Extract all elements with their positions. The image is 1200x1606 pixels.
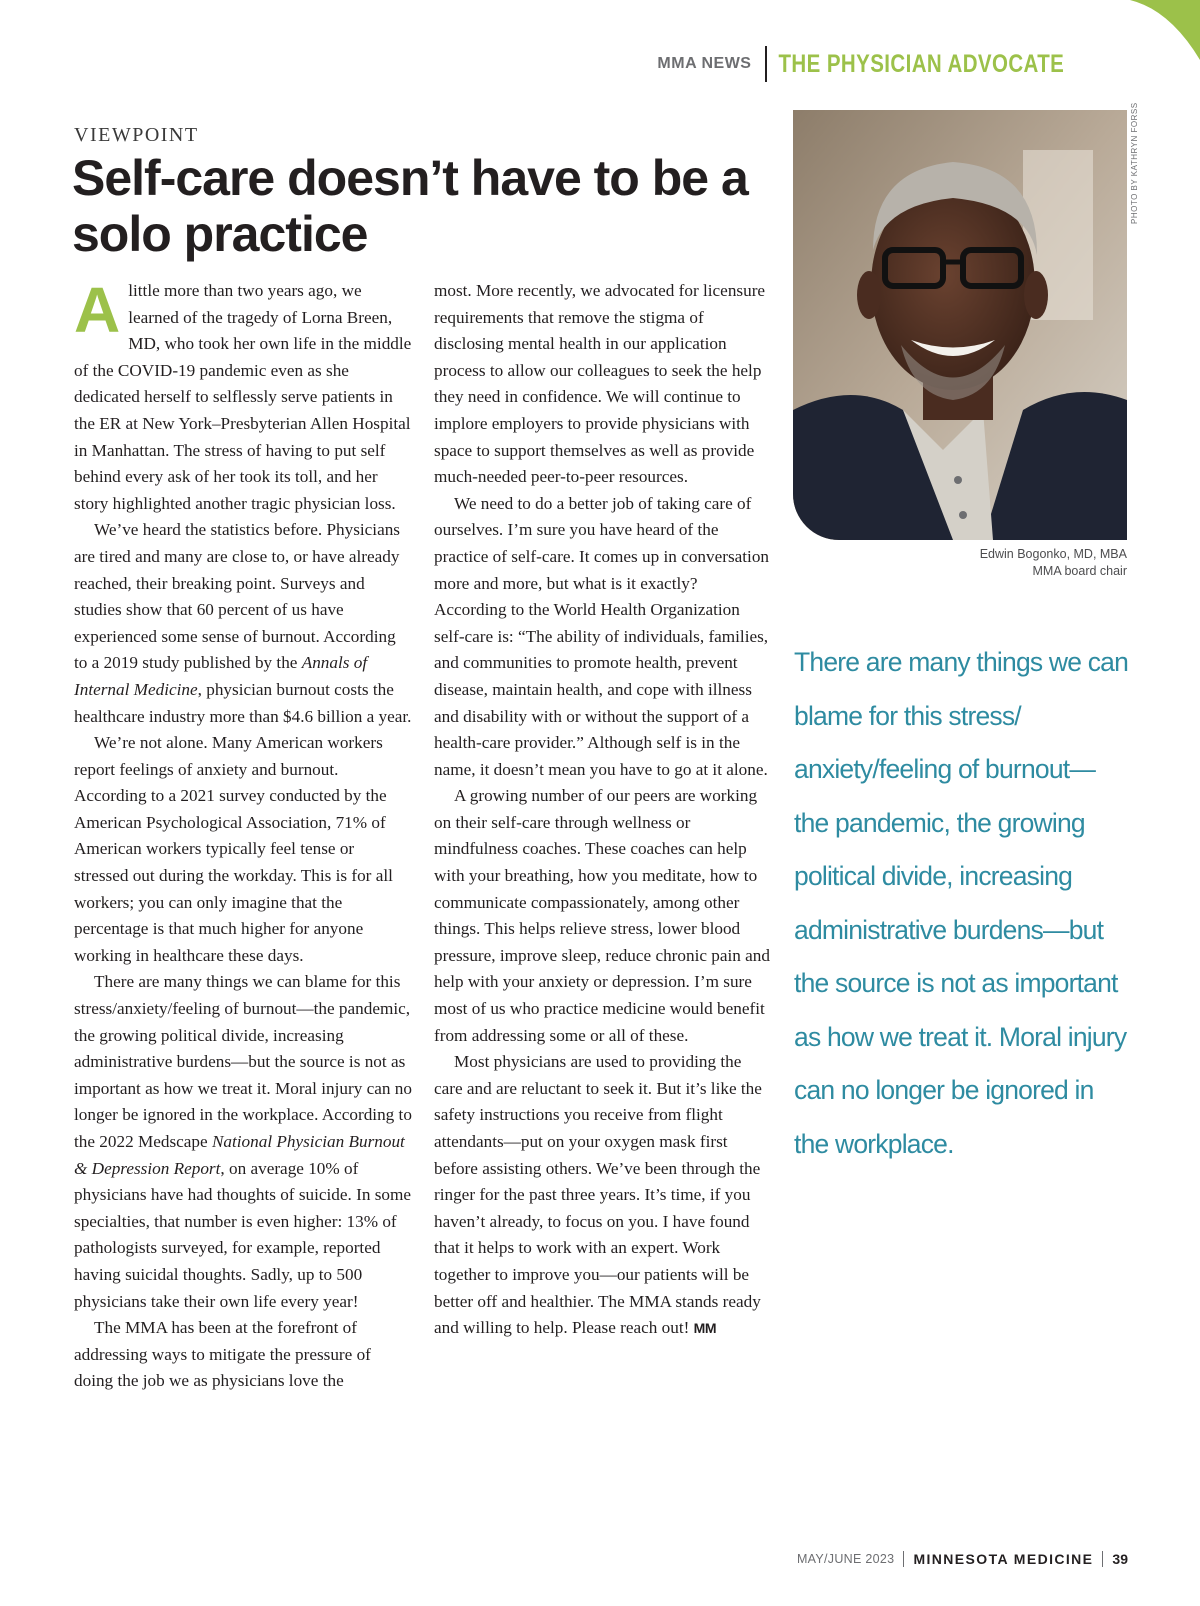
caption-name: Edwin Bogonko, MD, MBA xyxy=(979,547,1127,561)
article-kicker: VIEWPOINT xyxy=(74,124,199,146)
paragraph-text: , physician burnout costs the healthcare industry more than $4.6 billion a year. xyxy=(74,679,412,726)
pull-quote: There are many things we can blame for this stress/ anxiety/feeling of burnout— the pandemic, the growing political divide, increasing administrative burdens—but the source is not as important as how we treat it. Moral injury can no longer be ignored in the workplace. xyxy=(794,647,1129,1159)
journal-title: Annals of Internal Medicine xyxy=(74,653,368,699)
portrait-illustration xyxy=(793,110,1127,540)
paragraph: We’re not alone. Many American workers report feelings of anxiety and burnout. According to a 2021 survey conducted by the American Psychological Association, 71% of American workers typically feel tense or stressed out during the workday. This is for all workers; you can only imagine that the percentage is that much higher for anyone working in healthcare these days. xyxy=(74,733,393,965)
section-label: MMA NEWS xyxy=(657,55,752,72)
report-title: National Physician Burnout & Depression Report xyxy=(74,1132,405,1178)
paragraph: most. More recently, we advocated for licensure requirements that remove the stigma of disclosing mental health in our application process to allow our colleagues to seek the help they need in confidence. We will continue to implore employers to provide physicians with space to support themselves as well as provide much-needed peer-to-peer resources. xyxy=(434,281,766,487)
page-header xyxy=(657,44,1130,84)
paragraph: We need to do a better job of taking care of ourselves. I’m sure you have heard of the practice of self-care. It comes up in conversation more and more, but what is it exactly? According to the World Health Organization self-care is: “The ability of individuals, families, and communities to promote health, prevent disease, maintain health, and cope with illness and disability with or without the support of a health-care provider.” Although self is in the name, it doesn’t mean you have to go at it alone. xyxy=(434,493,770,779)
paragraph-text: , on average 10% of physicians have had thoughts of suicide. In some specialties, that number is even higher: 13% of pathologists surveyed, for example, reported having suicidal thoughts. Sadly, up to 500 physicians take their own life every year! xyxy=(74,1158,412,1311)
paragraph xyxy=(74,969,412,1315)
paragraph-text: Most physicians are used to providing the care and are reluctant to seek it. But it’s like the safety instructions you receive from flight attendants—put on your oxygen mask first before assisting others. We’ve been through the ringer for the past three years. It’s time, if you haven’t already, to focus on you. I have found that it helps to work with an expert. Work together to improve you—our patients will be better off and healthier. The MMA stands ready and willing to help. Please reach out! xyxy=(434,1052,762,1338)
paragraph xyxy=(434,1049,772,1342)
magazine-name: MINNESOTA MEDICINE xyxy=(913,1551,1094,1567)
caption-title: MMA board chair xyxy=(1032,564,1127,578)
paragraph-text: little more than two years ago, we learned of the tragedy of Lorna Breen, MD, who took her own life in the middle of the COVID-19 pandemic even as she dedicated herself to selflessly serve patients in the ER at New York–Presbyterian Allen Hospital in Manhattan. The stress of having to put self behind every ask of her took its toll, and her story highlighted another tragic physician loss. xyxy=(74,281,412,513)
page-footer xyxy=(797,1551,1128,1567)
article-column-1 xyxy=(74,274,412,1395)
drop-cap: A xyxy=(74,274,121,346)
footer-divider xyxy=(903,1551,904,1567)
paragraph-text: There are many things we can blame for this stress/anxiety/feeling of burnout—the pandemic, the growing political divide, increasing administrative burdens—but the source is not as important as how we treat it. Moral injury can no longer be ignored in the workplace. According to the 2022 Medscape xyxy=(74,972,412,1151)
column-name: THE PHYSICIAN ADVOCATE xyxy=(778,49,1065,78)
paragraph xyxy=(74,274,412,517)
article-headline: Self-care doesn’t have to be a solo practice xyxy=(72,150,748,262)
issue-date: MAY/JUNE 2023 xyxy=(796,1552,895,1566)
photo-credit: PHOTO BY KATHRYN FORSS xyxy=(1130,102,1139,224)
footer-divider xyxy=(1102,1551,1103,1567)
author-photo xyxy=(793,110,1127,540)
end-mark: MM xyxy=(693,1320,716,1337)
paragraph-text: We’ve heard the statistics before. Physicians are tired and many are close to, or have already reached, their breaking point. Surveys and studies show that 60 percent of us have experienced some sense of burnout. According to a 2019 study published by the xyxy=(74,520,400,673)
paragraph xyxy=(74,517,412,730)
article-column-2 xyxy=(434,278,772,1342)
paragraph: A growing number of our peers are working on their self-care through wellness or mindfulness coaches. These coaches can help with your breathing, how you meditate, how to communicate compassionately, among other things. This helps relieve stress, lower blood pressure, improve sleep, reduce chronic pain and help with your anxiety or depression. I’m sure most of us who practice medicine would benefit from addressing some or all of these. xyxy=(434,786,770,1045)
paragraph: The MMA has been at the forefront of addressing ways to mitigate the pressure of doing the job we as physicians love the xyxy=(74,1318,371,1391)
page-number: 39 xyxy=(1112,1551,1128,1567)
photo-caption xyxy=(980,546,1127,580)
